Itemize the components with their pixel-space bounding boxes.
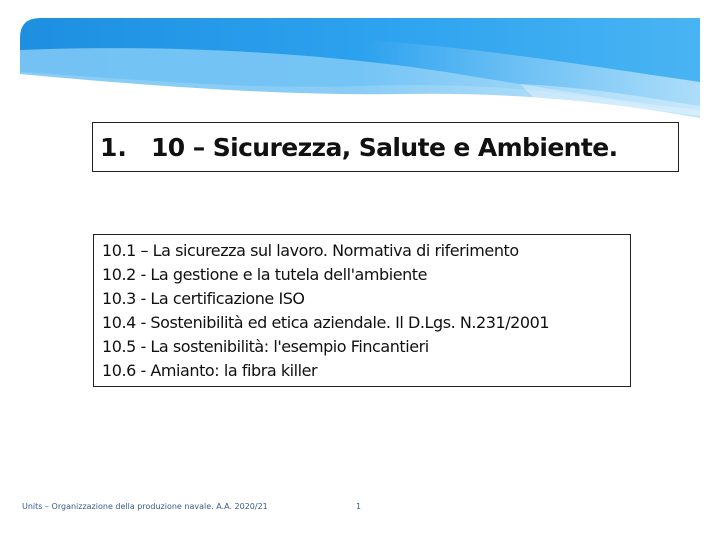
topic-item: 10.5 - La sostenibilità: l'esempio Fincantieri: [102, 337, 429, 356]
topic-item: 10.2 - La gestione e la tutela dell'ambiente: [102, 265, 428, 284]
page-number: 1: [356, 502, 362, 511]
slide-title: [92, 122, 679, 172]
topics-box: [93, 234, 631, 387]
topic-item: 10.3 - La certificazione ISO: [102, 289, 305, 308]
topic-item: 10.4 - Sostenibilità ed etica aziendale. Il D.Lgs. N.231/2001: [102, 313, 550, 332]
topic-item: 10.6 - Amianto: la fibra killer: [102, 361, 318, 380]
title-number: 1.: [100, 132, 127, 162]
title-text: 10 – Sicurezza, Salute e Ambiente.: [151, 132, 618, 162]
topics-list: [102, 239, 630, 383]
topic-item: 10.1 – La sicurezza sul lavoro. Normativa di riferimento: [102, 241, 519, 260]
footer-text: Units – Organizzazione della produzione navale. A.A. 2020/21: [22, 502, 268, 511]
header-banner-wave: [0, 0, 720, 140]
